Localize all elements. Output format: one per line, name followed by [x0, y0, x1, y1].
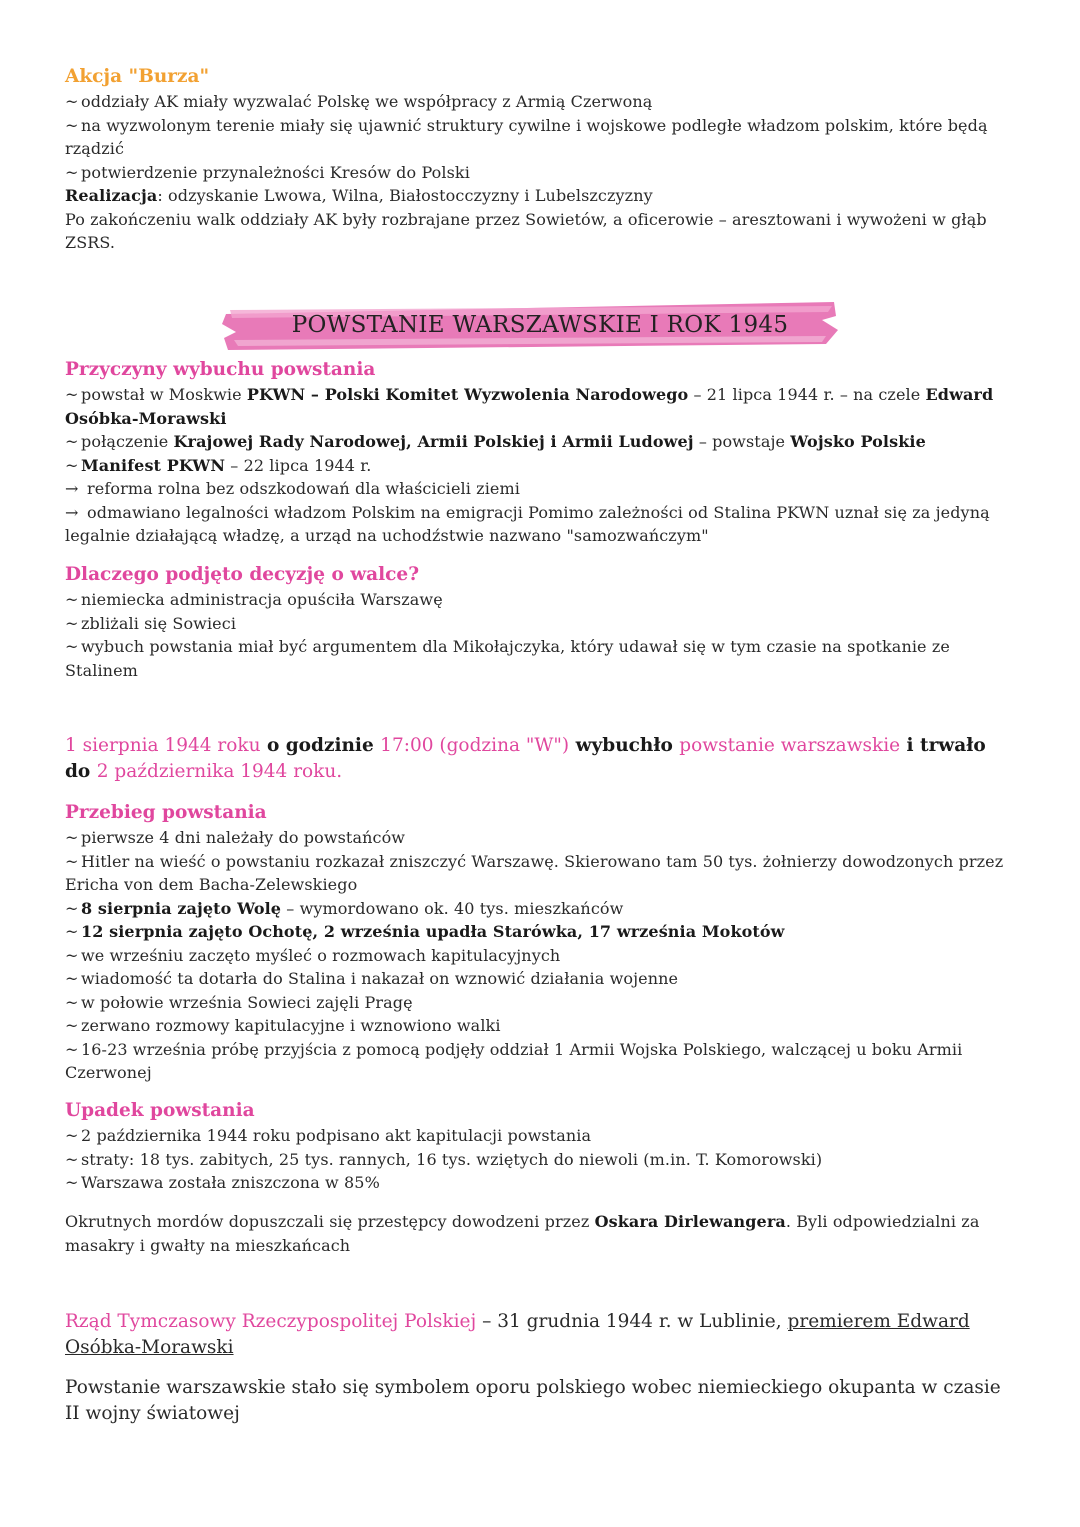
- list-item: → reforma rolna bez odszkodowań dla właścicieli ziemi: [65, 477, 1015, 501]
- rzad-tymczasowy-paragraph: Rząd Tymczasowy Rzeczypospolitej Polskiej – 31 grudnia 1944 r. w Lublinie, premierem Edward Osóbka-Morawski: [65, 1311, 970, 1358]
- tilde-bullet: ~: [65, 1016, 79, 1035]
- tilde-bullet: ~: [65, 115, 79, 135]
- okrutne-paragraph: Okrutnych mordów dopuszczali się przestępcy dowodzeni przez Oskara Dirlewangera. Byli odpowiedzialni za masakry i gwałty na mieszkańcach: [65, 1212, 980, 1255]
- list-item: ~ na wyzwolonym terenie miały się ujawnić struktury cywilne i wojskowe podległe władzom polskim, które będą rządzić: [65, 115, 988, 158]
- tilde-bullet: ~: [65, 432, 79, 451]
- list-item: ~ wiadomość ta dotarła do Stalina i nakazał on wznowić działania wojenne: [65, 967, 1015, 991]
- list-item: ~ straty: 18 tys. zabitych, 25 tys. rannych, 16 tys. wziętych do niewoli (m.in. T. Komorowski): [65, 1148, 1015, 1172]
- wybuch-statement: 1 sierpnia 1944 roku o godzinie 17:00 (godzina "W") wybuchło powstanie warszawskie i trwało do 2 października 1944 roku.: [65, 735, 986, 782]
- tilde-bullet: ~: [65, 385, 79, 404]
- tilde-bullet: ~: [65, 828, 79, 847]
- tilde-bullet: ~: [65, 898, 79, 918]
- upadek-section: [65, 1098, 1015, 1195]
- tilde-bullet: ~: [65, 1173, 79, 1192]
- list-item: ~ w połowie września Sowieci zajęli Pragę: [65, 991, 1015, 1015]
- tilde-bullet: ~: [65, 1149, 79, 1169]
- tilde-bullet: ~: [65, 851, 79, 871]
- list-item: → odmawiano legalności władzom Polskim na emigracji Pomimo zależności od Stalina PKWN uznał się za jedyną legalnie działającą władzę, a urząd na uchodźstwie nazwano "samozwańczym": [65, 502, 990, 545]
- dlaczego-heading: Dlaczego podjęto decyzję o walce?: [65, 564, 420, 585]
- list-item: ~ 2 października 1944 roku podpisano akt kapitulacji powstania: [65, 1124, 1015, 1148]
- list-item: ~ połączenie Krajowej Rady Narodowej, Armii Polskiej i Armii Ludowej – powstaje Wojsko Polskie: [65, 430, 1015, 454]
- list-item: ~ wybuch powstania miał być argumentem dla Mikołajczyka, który udawał się w tym czasie na spotkanie ze Stalinem: [65, 637, 950, 680]
- list-item: ~ Manifest PKWN – 22 lipca 1944 r.: [65, 454, 1015, 478]
- arrow-icon: →: [65, 479, 79, 498]
- realizacja-line: Realizacja: odzyskanie Lwowa, Wilna, Białostocczyzny i Lubelszczyzny: [65, 186, 653, 205]
- list-item: ~ powstał w Moskwie PKWN – Polski Komitet Wyzwolenia Narodowego – 21 lipca 1944 r. – na czele Edward Osóbka-Morawski: [65, 385, 994, 428]
- list-item: ~ Warszawa została zniszczona w 85%: [65, 1171, 1015, 1195]
- list-item: ~ 16-23 września próbę przyjścia z pomocą podjęły oddział 1 Armii Wojska Polskiego, walczącej u boku Armii Czerwonej: [65, 1039, 963, 1082]
- przyczyny-section: [65, 357, 1015, 548]
- list-item: ~ oddziały AK miały wyzwalać Polskę we współpracy z Armią Czerwoną: [65, 90, 1015, 114]
- tilde-bullet: ~: [65, 922, 79, 941]
- list-item: ~ zerwano rozmowy kapitulacyjne i wznowiono walki: [65, 1014, 1015, 1038]
- tilde-bullet: ~: [65, 1126, 79, 1145]
- section-banner: [222, 300, 838, 352]
- dlaczego-section: [65, 562, 1015, 682]
- przebieg-heading: Przebieg powstania: [65, 802, 267, 823]
- symbol-paragraph: Powstanie warszawskie stało się symbolem oporu polskiego wobec niemieckiego okupanta w czasie II wojny światowej: [65, 1377, 1001, 1424]
- przebieg-section: [65, 800, 1015, 1085]
- list-item: ~ 12 sierpnia zajęto Ochotę, 2 września upadła Starówka, 17 września Mokotów: [65, 920, 1015, 944]
- akcja-burza-section: [65, 64, 1015, 255]
- tilde-bullet: ~: [65, 637, 79, 656]
- tilde-bullet: ~: [65, 945, 79, 965]
- po-zakonczeniu-text: Po zakończeniu walk oddziały AK były rozbrajane przez Sowietów, a oficerowie – aresztowani i wywożeni w głąb ZSRS.: [65, 209, 987, 252]
- tilde-bullet: ~: [65, 969, 79, 988]
- list-item: ~ we wrześniu zaczęto myśleć o rozmowach kapitulacyjnych: [65, 944, 1015, 968]
- tilde-bullet: ~: [65, 92, 79, 111]
- tilde-bullet: ~: [65, 1039, 79, 1059]
- tilde-bullet: ~: [65, 455, 79, 475]
- tilde-bullet: ~: [65, 590, 79, 609]
- upadek-heading: Upadek powstania: [65, 1100, 255, 1121]
- tilde-bullet: ~: [65, 613, 79, 633]
- akcja-burza-heading: Akcja "Burza": [65, 66, 210, 87]
- przyczyny-heading: Przyczyny wybuchu powstania: [65, 359, 376, 380]
- arrow-icon: →: [65, 502, 79, 522]
- tilde-bullet: ~: [65, 992, 79, 1012]
- tilde-bullet: ~: [65, 162, 79, 182]
- list-item: ~ zbliżali się Sowieci: [65, 612, 1015, 636]
- list-item: ~ potwierdzenie przynależności Kresów do Polski: [65, 161, 1015, 185]
- list-item: ~ niemiecka administracja opuściła Warszawę: [65, 588, 1015, 612]
- list-item: ~ Hitler na wieść o powstaniu rozkazał zniszczyć Warszawę. Skierowano tam 50 tys. żołnierzy dowodzonych przez Ericha von dem Bacha-Zelewskiego: [65, 851, 1004, 894]
- list-item: ~ pierwsze 4 dni należały do powstańców: [65, 826, 1015, 850]
- list-item: ~ 8 sierpnia zajęto Wolę – wymordowano ok. 40 tys. mieszkańców: [65, 897, 1015, 921]
- banner-title: POWSTANIE WARSZAWSKIE I ROK 1945: [291, 312, 789, 338]
